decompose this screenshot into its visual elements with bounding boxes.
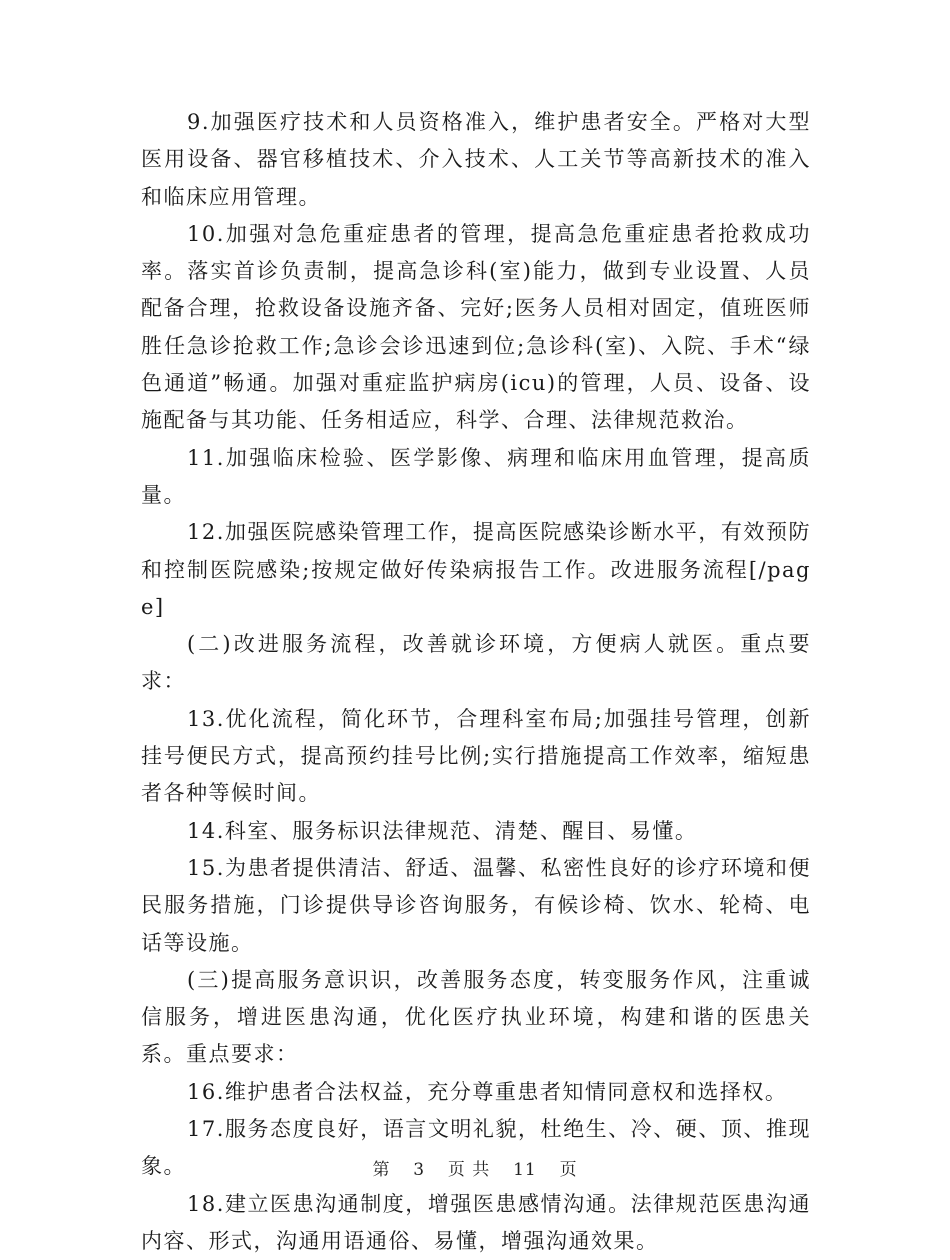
paragraph-item-9: 9.加强医疗技术和人员资格准入，维护患者安全。严格对大型医用设备、器官移植技术、介入技术、人工关节等高新技术的准入和临床应用管理。 [141,110,811,209]
paragraph-item-17: 17.服务态度良好，语言文明礼貌，杜绝生、冷、硬、顶、推现象。 [141,1117,811,1179]
page-number-footer [0,1155,950,1180]
footer-middle: 页 共 [447,1160,491,1180]
total-page-count: 11 [513,1160,537,1180]
document-body [141,104,811,1260]
paragraph-item-13: 13.优化流程，简化环节，合理科室布局;加强挂号管理，创新挂号便民方式，提高预约挂号比例;实行措施提高工作效率，缩短患者各种等候时间。 [141,706,811,806]
footer-prefix: 第 [372,1160,391,1180]
paragraph-item-12: 12.加强医院感染管理工作，提高医院感染诊断水平，有效预防和控制医院感染;按规定做好传染病报告工作。改进服务流程[/page] [141,520,811,619]
current-page-number: 3 [413,1160,426,1180]
section-heading-3: (三)提高服务意识识，改善服务态度，转变服务作风，注重诚信服务，增进医患沟通，优化医疗执业环境，构建和谐的医患关系。重点要求： [141,967,811,1067]
paragraph-item-14: 14.科室、服务标识法律规范、清楚、醒目、易懂。 [187,818,698,843]
paragraph-item-10: 10.加强对急危重症患者的管理，提高急危重症患者抢救成功率。落实首诊负责制，提高急诊科(室)能力，做到专业设置、人员配备合理，抢救设备设施齐备、完好;医务人员相对固定，值班医师胜任急诊抢救工作;急诊会诊迅速到位;急诊科(室)、入院、手术“绿色通道”畅通。加强对重症监护病房(icu)的管理，人员、设备、设施配备与其功能、任务相适应，科学、合理、法律规范救治。 [141,221,811,433]
section-heading-2: (二)改进服务流程，改善就诊环境，方便病人就医。重点要求： [141,632,811,694]
paragraph-item-16: 16.维护患者合法权益，充分尊重患者知情同意权和选择权。 [187,1079,788,1104]
paragraph-item-11: 11.加强临床检验、医学影像、病理和临床用血管理，提高质量。 [141,445,811,507]
paragraph-item-15: 15.为患者提供清洁、舒适、温馨、私密性良好的诊疗环境和便民服务措施，门诊提供导诊咨询服务，有候诊椅、饮水、轮椅、电话等设施。 [141,855,811,955]
footer-suffix: 页 [559,1160,578,1180]
paragraph-item-18: 18.建立医患沟通制度，增强医患感情沟通。法律规范医患沟通内容、形式，沟通用语通俗、易懂，增强沟通效果。 [141,1191,811,1253]
